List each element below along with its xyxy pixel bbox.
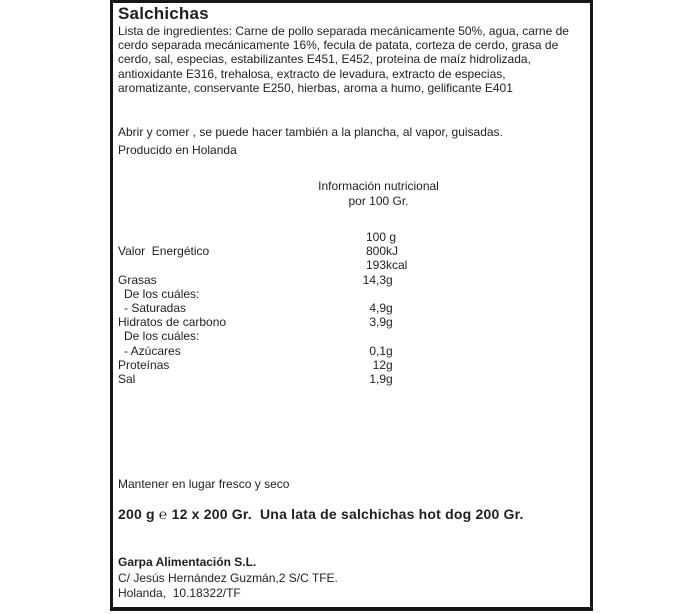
nutrition-value-number: 800 (365, 244, 386, 259)
nutrition-row-label: - Azúcares (124, 343, 181, 358)
nutrition-value-unit: g (386, 300, 393, 315)
nutrition-row-value (372, 357, 393, 372)
ingredients-text: Lista de ingredientes: Carne de pollo separada mecánicamente 50%, agua, carne de cerdo separada mecánicamente 16%, fecula de patata, corteza de cerdo, grasa de cerdo, sal, especias, estabilizantes E451, E452, proteína de maíz hidrolizada, antioxidante E316, trehalosa, extracto de levadura, extracto de especias, aromatizante, conservante E250, hierbas, aroma a humo, gelificante E401 (118, 24, 569, 95)
nutrition-row-label: Sal (118, 371, 136, 386)
nutrition-row-label: - Saturadas (124, 300, 187, 315)
nutrition-value-unit: g (386, 371, 393, 386)
nutrition-row (118, 329, 583, 343)
nutrition-value-unit: g (386, 315, 393, 330)
nutrition-heading-line1: Información nutricional (318, 179, 439, 193)
manufacturer-name: Garpa Alimentación S.L. (118, 555, 257, 569)
nutrition-value-number: 100 (365, 230, 386, 244)
product-label-box (110, 0, 593, 611)
manufacturer-block (118, 555, 338, 602)
product-title: Salchichas (118, 4, 209, 23)
nutrition-row-value (369, 371, 393, 386)
nutrition-value-unit: kJ (386, 244, 398, 259)
nutrition-value-number: 1,9 (369, 371, 386, 386)
nutrition-value-unit: g (386, 343, 393, 358)
nutrition-row (118, 358, 583, 372)
nutrition-row-label: Hidratos de carbono (118, 315, 227, 330)
nutrition-row (118, 344, 583, 358)
net-weight-text: 200 g ℮ 12 x 200 Gr. Una lata de salchichas hot dog 200 Gr. (118, 506, 524, 522)
manufacturer-address: C/ Jesús Hernández Guzmán,2 S/C TFE. (118, 570, 338, 585)
nutrition-row-label: Proteínas (118, 357, 170, 372)
serving-instructions-text: Abrir y comer , se puede hacer también a la plancha, al vapor, guisadas. (118, 125, 503, 139)
origin-text: Producido en Holanda (118, 143, 237, 157)
nutrition-row (118, 273, 583, 287)
nutrition-row-value (369, 315, 393, 330)
nutrition-value-unit: kcal (386, 258, 408, 273)
nutrition-row (118, 301, 583, 315)
nutrition-value-number: 193 (365, 258, 386, 273)
nutrition-row-label: De los cuáles: (124, 329, 200, 344)
nutrition-row-header (118, 230, 583, 244)
nutrition-heading (167, 179, 590, 209)
storage-instructions-text: Mantener en lugar fresco y seco (118, 477, 290, 491)
nutrition-row-value (365, 258, 408, 273)
nutrition-row-value (369, 300, 393, 315)
nutrition-value-unit: g (386, 272, 393, 287)
nutrition-value-number: 0,1 (369, 343, 386, 358)
nutrition-value-unit: g (386, 230, 397, 244)
nutrition-value-number: 4,9 (369, 300, 386, 315)
nutrition-row-value (365, 230, 397, 244)
nutrition-value-number: 12 (372, 357, 386, 372)
nutrition-row (118, 372, 583, 386)
nutrition-row (118, 244, 583, 258)
nutrition-heading-line2: por 100 Gr. (348, 194, 409, 208)
nutrition-row-value (362, 272, 393, 287)
manufacturer-registration: Holanda, 10.18322/TF (118, 586, 241, 600)
nutrition-value-number: 14,3 (362, 272, 386, 287)
nutrition-row-value (365, 244, 398, 259)
nutrition-row (118, 315, 583, 329)
nutrition-table (118, 230, 583, 386)
nutrition-row-label: De los cuáles: (124, 286, 200, 301)
nutrition-value-number: 3,9 (369, 315, 386, 330)
nutrition-row (118, 287, 583, 301)
nutrition-row-label: Grasas (118, 272, 157, 287)
nutrition-row-label: Valor Energético (118, 244, 210, 259)
nutrition-row-value (369, 343, 393, 358)
nutrition-value-unit: g (386, 357, 393, 372)
nutrition-row (118, 258, 583, 272)
